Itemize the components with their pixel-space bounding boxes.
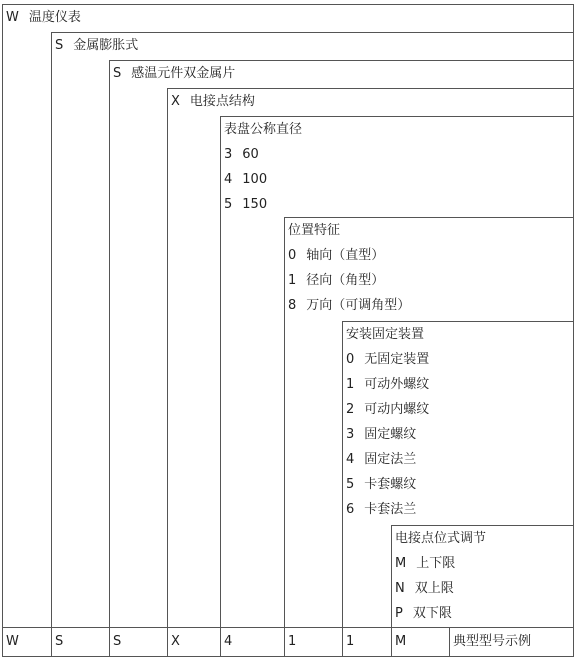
level-label: 位置特征	[288, 223, 341, 238]
level-header-7	[395, 531, 486, 547]
option-code: M	[395, 556, 407, 571]
option-code: 3	[346, 427, 355, 442]
option-label: 固定螺纹	[364, 427, 417, 442]
example-code-cell: M	[395, 634, 407, 649]
option-item	[288, 248, 384, 264]
option-code: 0	[346, 352, 355, 367]
option-item	[395, 581, 454, 597]
option-item	[224, 172, 267, 188]
option-item	[395, 556, 455, 572]
option-item	[346, 352, 429, 368]
example-col-divider	[284, 627, 285, 656]
option-item	[346, 402, 429, 418]
example-col-divider	[342, 627, 343, 656]
example-row-label: 典型型号示例	[453, 634, 532, 649]
example-col-divider	[167, 627, 168, 656]
option-item	[346, 452, 416, 468]
example-code-cell: X	[171, 634, 180, 649]
level-header-3	[171, 94, 255, 110]
option-item	[346, 502, 416, 518]
example-col-divider	[449, 627, 450, 656]
option-code: 1	[346, 377, 355, 392]
level-label: 安装固定装置	[346, 327, 425, 342]
option-label: 上下限	[416, 556, 456, 571]
example-col-divider	[51, 627, 52, 656]
option-item	[346, 427, 416, 443]
example-code-cell: 1	[346, 634, 355, 649]
level-header-1	[55, 38, 138, 54]
option-label: 无固定装置	[364, 352, 430, 367]
level-label: 表盘公称直径	[224, 122, 303, 137]
level-code: S	[113, 66, 122, 81]
option-label: 60	[242, 147, 259, 162]
option-code: 6	[346, 502, 355, 517]
level-label: 电接点结构	[189, 94, 255, 109]
option-code: 5	[224, 197, 233, 212]
level-label: 感温元件双金属片	[131, 66, 236, 81]
option-code: 4	[346, 452, 355, 467]
option-item	[346, 377, 429, 393]
example-code-cell: 4	[224, 634, 233, 649]
option-code: N	[395, 581, 405, 596]
option-label: 万向（可调角型）	[306, 298, 411, 313]
level-code: W	[6, 10, 19, 25]
option-item	[395, 606, 452, 622]
level-code: X	[171, 94, 180, 109]
option-item	[224, 197, 267, 213]
option-code: 8	[288, 298, 297, 313]
option-code: P	[395, 606, 403, 621]
example-col-divider	[109, 627, 110, 656]
option-code: 1	[288, 273, 297, 288]
example-col-divider	[391, 627, 392, 656]
option-label: 可动外螺纹	[364, 377, 430, 392]
example-code-cell: 1	[288, 634, 297, 649]
option-label: 双下限	[412, 606, 452, 621]
option-label: 150	[242, 197, 268, 212]
option-code: 4	[224, 172, 233, 187]
level-header-6	[346, 327, 424, 343]
option-item	[288, 273, 384, 289]
level-label: 电接点位式调节	[395, 531, 487, 546]
option-code: 5	[346, 477, 355, 492]
option-item	[288, 298, 410, 314]
example-code-cell: S	[55, 634, 64, 649]
option-label: 100	[242, 172, 268, 187]
level-header-5	[288, 223, 340, 239]
option-label: 卡套法兰	[364, 502, 417, 517]
example-col-divider	[220, 627, 221, 656]
option-item	[224, 147, 259, 163]
level-header-4	[224, 122, 302, 138]
option-code: 0	[288, 248, 297, 263]
option-label: 径向（角型）	[306, 273, 385, 288]
option-item	[346, 477, 416, 493]
option-code: 2	[346, 402, 355, 417]
level-label: 温度仪表	[28, 10, 81, 25]
level-header-0	[6, 10, 81, 26]
example-code-cell: S	[113, 634, 122, 649]
table-bottom-edge	[2, 656, 573, 657]
option-label: 双上限	[414, 581, 454, 596]
option-label: 可动内螺纹	[364, 402, 430, 417]
option-label: 轴向（直型）	[306, 248, 385, 263]
option-code: 3	[224, 147, 233, 162]
level-header-2	[113, 66, 235, 82]
level-code: S	[55, 38, 64, 53]
level-label: 金属膨胀式	[73, 38, 139, 53]
option-label: 卡套螺纹	[364, 477, 417, 492]
example-code-cell: W	[6, 634, 19, 649]
option-label: 固定法兰	[364, 452, 417, 467]
table-right-edge	[573, 4, 574, 657]
